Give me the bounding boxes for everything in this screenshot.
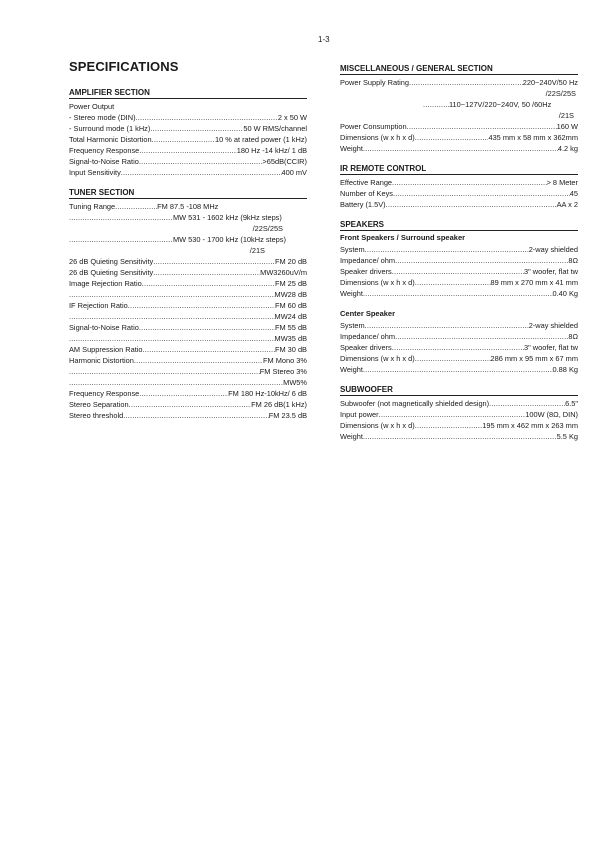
spec-value: FM 30 dB (274, 345, 307, 354)
spec-value: 4.2 kg (557, 144, 578, 153)
spec-label: AM Suppression Ratio (69, 345, 143, 354)
ir-rows (340, 177, 578, 210)
spec-value: 6.5" (565, 399, 578, 408)
spec-label: Impedance/ ohm (340, 256, 396, 265)
leader-dots (363, 143, 558, 154)
leader-dots (69, 366, 260, 377)
spec-label: Dimensions (w x h x d) (340, 278, 415, 287)
spec-value: 5.5 Kg (556, 432, 578, 441)
leader-dots (139, 388, 228, 399)
spec-row (69, 410, 307, 421)
leader-dots (121, 167, 282, 178)
spec-row (340, 121, 578, 132)
leader-dots (139, 322, 275, 333)
leader-dots (365, 244, 529, 255)
page-title: SPECIFICATIONS (69, 59, 179, 74)
leader-dots (409, 77, 523, 88)
spec-value: 8Ω (568, 332, 578, 341)
amplifier-section (69, 88, 307, 178)
spec-label: Number of Keys (340, 189, 393, 198)
tuning-mw2-models: /21S (249, 246, 265, 255)
spec-label: Harmonic Distortion (69, 356, 134, 365)
spec-label: System (340, 245, 365, 254)
subwoofer-rows (340, 398, 578, 442)
leader-dots (415, 353, 491, 364)
spec-row (69, 311, 307, 322)
spec-value: 10 % at rated power (1 kHz) (214, 135, 307, 144)
spec-row (340, 342, 578, 353)
spec-label: Stereo Separation (69, 400, 129, 409)
spec-row (340, 420, 578, 431)
leader-dots (136, 112, 278, 123)
spec-value: 100W (8Ω, DIN) (525, 410, 578, 419)
spec-value: > 8 Meter (546, 178, 578, 187)
spec-value: FM 23.5 dB (268, 411, 307, 420)
spec-value: FM 180 Hz-10kHz/ 6 dB (228, 389, 307, 398)
spec-label: System (340, 321, 365, 330)
leader-dots (128, 300, 275, 311)
spec-row (340, 266, 578, 277)
spec-value: 180 Hz -14 kHz/ 1 dB (236, 146, 307, 155)
spec-value: FM 26 dB(1 kHz) (251, 400, 307, 409)
spec-label: Speaker drivers (340, 343, 392, 352)
ir-remote-section (340, 164, 578, 210)
spec-value: 89 mm x 270 mm x 41 mm (490, 278, 578, 287)
leader-dots (139, 156, 263, 167)
spec-row (69, 344, 307, 355)
spec-row (340, 177, 578, 188)
spec-value: MW 531 - 1602 kHz (9kHz steps) (173, 213, 282, 222)
leader-dots (123, 410, 269, 421)
spec-value: 0.40 Kg (552, 289, 578, 298)
spec-value: MW35 dB (274, 334, 307, 343)
page-number: 1-3 (318, 35, 330, 44)
spec-label: Effective Range (340, 178, 393, 187)
spec-value: 0.88 Kg (552, 365, 578, 374)
front-speakers-title: Front Speakers / Surround speaker (340, 233, 466, 242)
leader-dots (69, 234, 173, 245)
spec-value: MW28 dB (274, 290, 307, 299)
tuner-section-title: TUNER SECTION (69, 188, 307, 199)
leader-dots (393, 188, 570, 199)
spec-label: Speaker drivers (340, 267, 392, 276)
spec-row (69, 267, 307, 278)
spec-value: 286 mm x 95 mm x 67 mm (490, 354, 578, 363)
center-speaker-rows (340, 320, 578, 375)
leader-dots (363, 288, 553, 299)
spec-row-power-supply (340, 77, 578, 88)
spec-value: FM 25 dB (274, 279, 307, 288)
leader-dots (363, 431, 557, 442)
spec-row (340, 132, 578, 143)
spec-label: Frequency Response (69, 146, 140, 155)
spec-value: 2 x 50 W (277, 113, 307, 122)
spec-row (340, 320, 578, 331)
spec-value: FM 60 dB (274, 301, 307, 310)
spec-row (340, 409, 578, 420)
leader-dots (153, 267, 260, 278)
spec-label: Subwoofer (not magnetically shielded design) (340, 399, 490, 408)
spec-label: Power Supply Rating (340, 78, 410, 87)
spec-label: - Stereo mode (DIN) (69, 113, 136, 122)
leader-dots (386, 199, 557, 210)
spec-row (340, 398, 578, 409)
spec-label: Weight (340, 365, 363, 374)
leader-dots (415, 132, 489, 143)
spec-label: 26 dB Quieting Sensitivity (69, 257, 154, 266)
spec-value: 45 (569, 189, 578, 198)
spec-row (69, 134, 307, 145)
leader-dots (115, 201, 157, 212)
spec-row (69, 355, 307, 366)
spec-value: >65dB(CCIR) (262, 157, 307, 166)
spec-row (69, 167, 307, 178)
spec-label: IF Rejection Ratio (69, 301, 128, 310)
center-speaker-title: Center Speaker (340, 309, 396, 318)
spec-row (340, 277, 578, 288)
spec-row (340, 255, 578, 266)
spec-row (340, 244, 578, 255)
supply-models-2: /21S (558, 111, 574, 120)
leader-dots (379, 409, 526, 420)
tuner-rows (69, 256, 307, 421)
spec-row (69, 399, 307, 410)
spec-row-tuning-range (69, 201, 307, 212)
spec-value: AA x 2 (556, 200, 578, 209)
spec-value: 400 mV (281, 168, 307, 177)
spec-row (340, 199, 578, 210)
spec-label: Tuning Range (69, 202, 116, 211)
leader-dots (142, 278, 275, 289)
subwoofer-section-title: SUBWOOFER (340, 385, 578, 396)
spec-value: MW5% (283, 378, 307, 387)
leader-dots (150, 123, 243, 134)
leader-dots (415, 277, 491, 288)
leader-dots (69, 377, 283, 388)
spec-value: 2-way shielded (528, 245, 578, 254)
leader-dots (489, 398, 565, 409)
tuning-mw1-models: /22S/25S (252, 224, 283, 233)
spec-label: 26 dB Quieting Sensitivity (69, 268, 154, 277)
spec-label: Input power (340, 410, 379, 419)
leader-dots (423, 99, 449, 110)
amplifier-section-title: AMPLIFIER SECTION (69, 88, 307, 99)
spec-row (69, 333, 307, 344)
leader-dots (392, 342, 524, 353)
spec-row (69, 112, 307, 123)
leader-dots (365, 320, 529, 331)
spec-row (69, 300, 307, 311)
spec-row (69, 123, 307, 134)
spec-label: Impedance/ ohm (340, 332, 396, 341)
spec-value: FM 55 dB (274, 323, 307, 332)
spec-value: 160 W (556, 122, 578, 131)
spec-value: 3" woofer, flat tw (524, 343, 578, 352)
spec-label: Weight (340, 432, 363, 441)
subwoofer-section (340, 385, 578, 442)
misc-section (340, 64, 578, 154)
spec-value: 220~240V/50 Hz (522, 78, 578, 87)
spec-label: Signal-to-Noise Ratio (69, 323, 139, 332)
leader-dots (415, 420, 483, 431)
spec-value: FM 20 dB (274, 257, 307, 266)
spec-label: Frequency Response (69, 389, 140, 398)
leader-dots (152, 134, 215, 145)
spec-label: Battery (1.5V) (340, 200, 386, 209)
spec-row (69, 156, 307, 167)
spec-value: 110~127V/220~240V, 50 /60Hz (449, 100, 552, 109)
spec-value: FM Mono 3% (263, 356, 307, 365)
spec-value: 8Ω (568, 256, 578, 265)
spec-row (69, 377, 307, 388)
misc-rows (340, 121, 578, 154)
left-column (69, 58, 307, 431)
spec-label: Weight (340, 289, 363, 298)
spec-row (69, 388, 307, 399)
spec-row (69, 322, 307, 333)
spec-label: Dimensions (w x h x d) (340, 421, 415, 430)
spec-label: Signal-to-Noise Ratio (69, 157, 139, 166)
leader-dots (392, 266, 524, 277)
spec-row-tuning-mw2 (69, 234, 307, 245)
leader-dots (69, 333, 275, 344)
spec-row (340, 353, 578, 364)
leader-dots (69, 212, 173, 223)
spec-row (340, 431, 578, 442)
spec-label: Weight (340, 144, 363, 153)
leader-dots (129, 399, 252, 410)
leader-dots (395, 255, 568, 266)
spec-value: 50 W RMS/channel (243, 124, 307, 133)
spec-value: FM 87.5 -108 MHz (157, 202, 219, 211)
spec-row (69, 289, 307, 300)
spec-label: Power Consumption (340, 122, 407, 131)
spec-row (69, 366, 307, 377)
leader-dots (134, 355, 263, 366)
speakers-section (340, 220, 578, 375)
leader-dots (69, 289, 275, 300)
spec-row (340, 188, 578, 199)
spec-value: MW24 dB (274, 312, 307, 321)
leader-dots (69, 311, 275, 322)
front-speaker-rows (340, 244, 578, 299)
amplifier-rows (69, 112, 307, 178)
power-output-label: Power Output (69, 102, 115, 111)
spec-label: Stereo threshold (69, 411, 124, 420)
spec-row (340, 288, 578, 299)
spec-row-power-supply-2 (340, 99, 578, 110)
supply-models-1: /22S/25S (545, 89, 576, 98)
spec-value: 2-way shielded (528, 321, 578, 330)
leader-dots (407, 121, 557, 132)
spec-row-tuning-mw1 (69, 212, 307, 223)
spec-label: Dimensions (w x h x d) (340, 354, 415, 363)
leader-dots (395, 331, 568, 342)
leader-dots (153, 256, 275, 267)
spec-label: - Surround mode (1 kHz) (69, 124, 151, 133)
spec-row (340, 364, 578, 375)
spec-row (69, 256, 307, 267)
leader-dots (363, 364, 553, 375)
spec-row (340, 143, 578, 154)
spec-value: 3" woofer, flat tw (524, 267, 578, 276)
spec-label: Dimensions (w x h x d) (340, 133, 415, 142)
spec-value: 195 mm x 462 mm x 263 mm (482, 421, 578, 430)
misc-section-title: MISCELLANEOUS / GENERAL SECTION (340, 64, 578, 75)
spec-value: FM Stereo 3% (259, 367, 307, 376)
spec-row (69, 145, 307, 156)
spec-value: MW3260uV/m (260, 268, 307, 277)
spec-label: Input Sensitivity (69, 168, 121, 177)
spec-label: Total Harmonic Distortion (69, 135, 152, 144)
spec-value: 435 mm x 58 mm x 362mm (488, 133, 578, 142)
spec-label: Image Rejection Ratio (69, 279, 142, 288)
spec-row (69, 278, 307, 289)
spec-value: MW 530 - 1700 kHz (10kHz steps) (173, 235, 286, 244)
speakers-section-title: SPEAKERS (340, 220, 578, 231)
spec-row (340, 331, 578, 342)
tuner-section (69, 188, 307, 421)
leader-dots (143, 344, 275, 355)
ir-section-title: IR REMOTE CONTROL (340, 164, 578, 175)
leader-dots (392, 177, 547, 188)
right-column (340, 58, 578, 452)
leader-dots (139, 145, 236, 156)
